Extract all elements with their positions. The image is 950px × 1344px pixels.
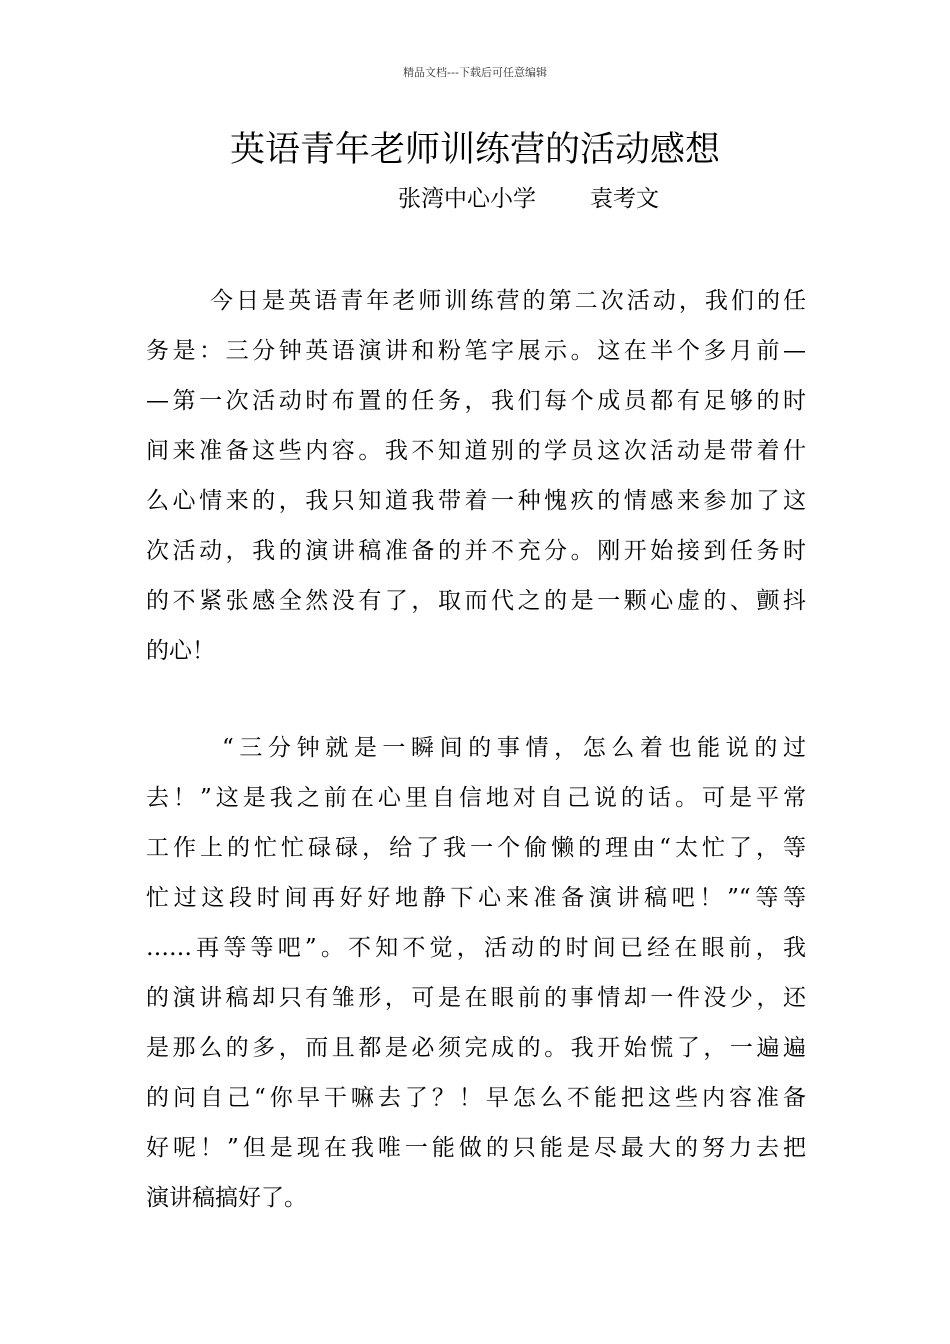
- author-name: 袁考文: [590, 186, 659, 212]
- document-title: 英语青年老师训练营的活动感想: [229, 130, 720, 170]
- paragraph-line: 么心情来的，我只知道我带着一种愧疚的情感来参加了这: [146, 488, 806, 514]
- paragraph-line: 忙过这段时间再好好地静下心来准备演讲稿吧！”“等等: [146, 885, 806, 911]
- byline: [398, 184, 659, 214]
- paragraph-line: 演讲稿搞好了。: [146, 1185, 307, 1211]
- page-header-note: 精品文档---下载后可任意编辑: [403, 66, 547, 79]
- paragraph-line: 是那么的多，而且都是必须完成的。我开始慌了，一遍遍: [146, 1035, 806, 1061]
- paragraph-line: 的问自己“你早干嘛去了？！早怎么不能把这些内容准备: [146, 1085, 806, 1111]
- paragraph-line: 去！”这是我之前在心里自信地对自己说的话。可是平常: [146, 785, 806, 811]
- paragraph-1: [146, 276, 806, 676]
- paragraph-line: 今日是英语青年老师训练营的第二次活动，我们的任: [210, 288, 806, 314]
- paragraph-line: 的演讲稿却只有雏形，可是在眼前的事情却一件没少，还: [146, 985, 806, 1011]
- paragraph-line: 的心！: [146, 638, 215, 664]
- paragraph-line: “三分钟就是一瞬间的事情，怎么着也能说的过: [222, 735, 806, 761]
- paragraph-line: 的不紧张感全然没有了，取而代之的是一颗心虚的、颤抖: [146, 588, 806, 614]
- paragraph-line: 工作上的忙忙碌碌，给了我一个偷懒的理由“太忙了，等: [146, 835, 806, 861]
- paragraph-line: 务是：三分钟英语演讲和粉笔字展示。这在半个多月前—: [146, 338, 806, 364]
- paragraph-line: —第一次活动时布置的任务，我们每个成员都有足够的时: [146, 388, 806, 414]
- school-name: 张湾中心小学: [398, 186, 536, 212]
- paragraph-line: 间来准备这些内容。我不知道别的学员这次活动是带着什: [146, 438, 806, 464]
- paragraph-line: 好呢！”但是现在我唯一能做的只能是尽最大的努力去把: [146, 1135, 806, 1161]
- paragraph-line: ……再等等吧”。不知不觉，活动的时间已经在眼前，我: [146, 935, 806, 961]
- paragraph-line: 次活动，我的演讲稿准备的并不充分。刚开始接到任务时: [146, 538, 806, 564]
- paragraph-2: [146, 723, 806, 1223]
